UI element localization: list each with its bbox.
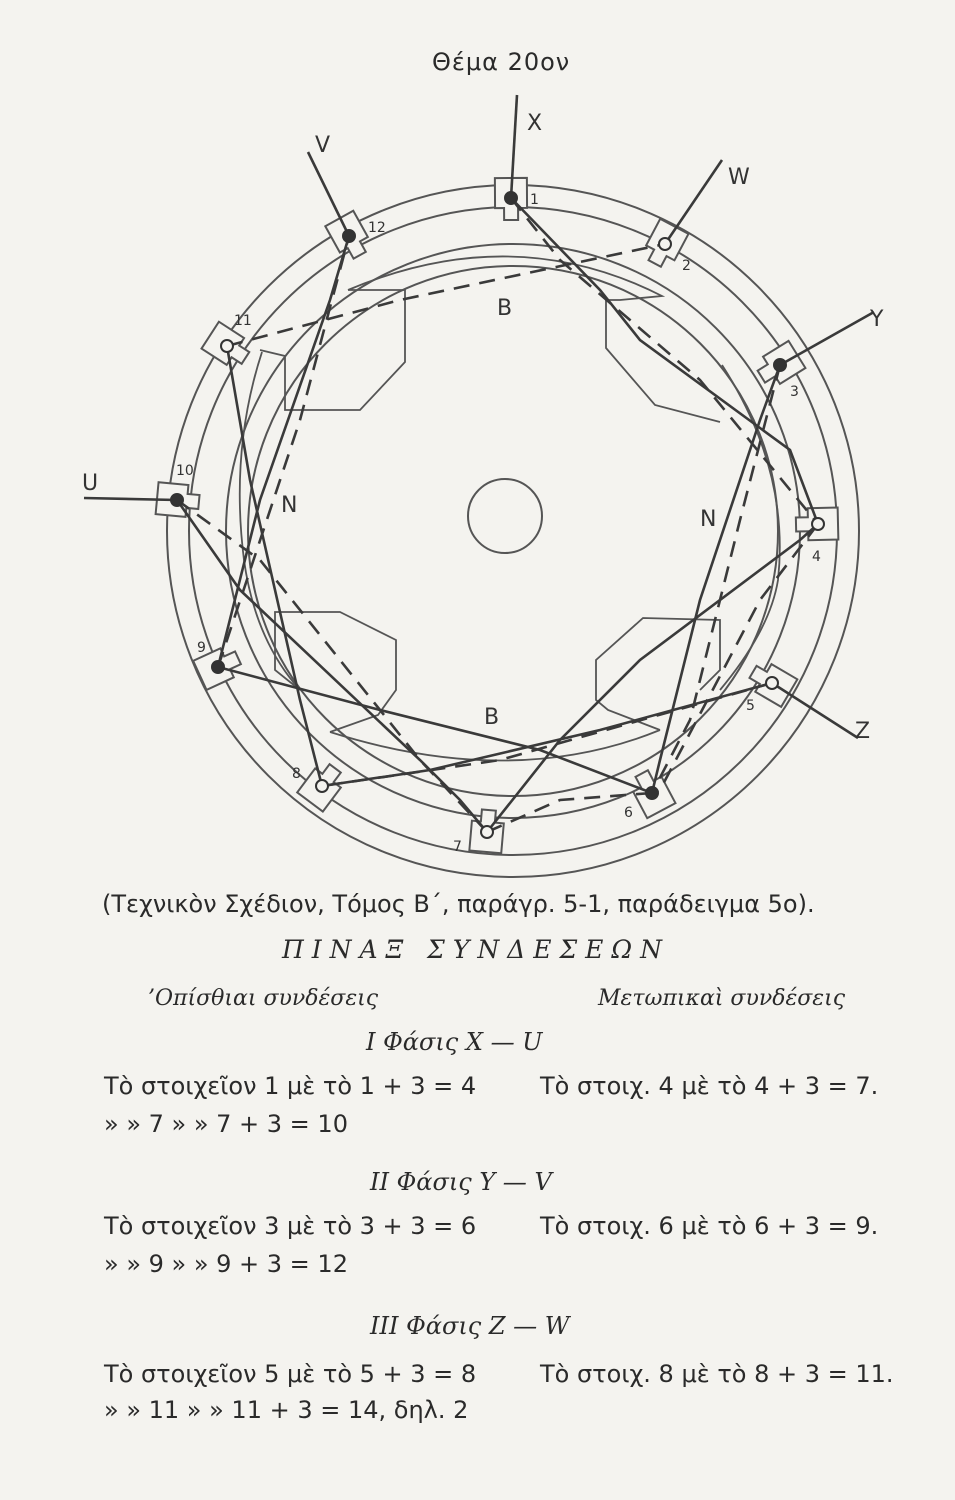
slot-label-4: 4	[812, 549, 821, 565]
shaft	[468, 479, 542, 553]
lead-z	[772, 683, 858, 738]
outer-ring	[167, 185, 859, 877]
phase-3-row-1-left: Τὸ στοιχεῖον 5 μὲ τὸ 5 + 3 = 8	[104, 1360, 477, 1388]
phase-2-row-1-right: Τὸ στοιχ. 6 μὲ τὸ 6 + 3 = 9.	[540, 1212, 879, 1240]
slot-label-10: 10	[176, 463, 194, 479]
slot-label-1: 1	[530, 192, 539, 208]
lead-w	[665, 160, 722, 244]
terminal-label-v: V	[315, 133, 331, 158]
conductor-dot-2	[659, 238, 671, 250]
conductor-dot-3	[774, 359, 786, 371]
pole-label-left: N	[281, 493, 298, 518]
phase-1-row-1-left: Τὸ στοιχεῖον 1 μὲ τὸ 1 + 3 = 4	[104, 1072, 477, 1100]
phase-3-title: III Φάσις Z — W	[370, 1312, 570, 1340]
terminal-label-x: X	[527, 111, 543, 136]
conductor-dot-11	[221, 340, 233, 352]
col-left-heading: ’Οπίσθιαι συνδέσεις	[148, 986, 379, 1011]
lead-y	[780, 312, 874, 365]
terminal-label-y: Y	[870, 307, 884, 332]
conductor-dot-9	[212, 661, 224, 673]
slot-label-11: 11	[234, 313, 252, 329]
slot-label-7: 7	[453, 839, 462, 855]
figure-caption: (Τεχνικὸν Σχέδιον, Τόμος Β΄, παράγρ. 5-1, παράδειγμα 5ο).	[102, 890, 815, 918]
back-connection-8	[227, 346, 322, 786]
phase-2-title: II Φάσις Y — V	[370, 1168, 552, 1196]
slot-label-9: 9	[197, 640, 206, 656]
phase-3-row-2-left: » » 11 » » 11 + 3 = 14, δηλ. 2	[104, 1396, 469, 1424]
rotor-bore-inner	[248, 266, 778, 796]
terminal-label-w: W	[728, 165, 750, 190]
page-title: Θέμα 20ον	[432, 48, 571, 76]
phase-1-row-1-right: Τὸ στοιχ. 4 μὲ τὸ 4 + 3 = 7.	[540, 1072, 879, 1100]
conductor-dot-7	[481, 826, 493, 838]
phase-1-title: I Φάσις X — U	[366, 1028, 543, 1056]
slot-label-8: 8	[292, 766, 301, 782]
slot-label-12: 12	[368, 220, 386, 236]
front-connection-2	[652, 524, 818, 793]
slot-label-3: 3	[790, 384, 799, 400]
terminal-label-u: U	[82, 471, 99, 496]
conductor-dot-5	[766, 677, 778, 689]
slot-label-5: 5	[746, 698, 755, 714]
conductor-dot-12	[343, 230, 355, 242]
slot-label-6: 6	[624, 805, 633, 821]
conductor-dot-4	[812, 518, 824, 530]
phase-2-row-1-left: Τὸ στοιχεῖον 3 μὲ τὸ 3 + 3 = 6	[104, 1212, 477, 1240]
table-heading: ΠΙΝΑΞ ΣΥΝΔΕΣΕΩΝ	[282, 935, 671, 964]
col-right-heading: Μετωπικαὶ συνδέσεις	[598, 986, 846, 1011]
phase-3-row-1-right: Τὸ στοιχ. 8 μὲ τὸ 8 + 3 = 11.	[540, 1360, 894, 1388]
pole-label-top: B	[497, 296, 513, 321]
terminal-label-z: Z	[855, 719, 871, 744]
conductor-dot-8	[316, 780, 328, 792]
conductor-dot-6	[646, 787, 658, 799]
slot-label-2: 2	[682, 258, 691, 274]
inner-ring	[189, 207, 837, 855]
pole-label-bottom: B	[484, 705, 500, 730]
pole-label-right: N	[700, 507, 717, 532]
phase-1-row-2-left: » » 7 » » 7 + 3 = 10	[104, 1110, 348, 1138]
conductor-dot-1	[505, 192, 517, 204]
conductor-dot-10	[171, 494, 183, 506]
pole-right	[720, 365, 780, 690]
phase-2-row-2-left: » » 9 » » 9 + 3 = 12	[104, 1250, 348, 1278]
